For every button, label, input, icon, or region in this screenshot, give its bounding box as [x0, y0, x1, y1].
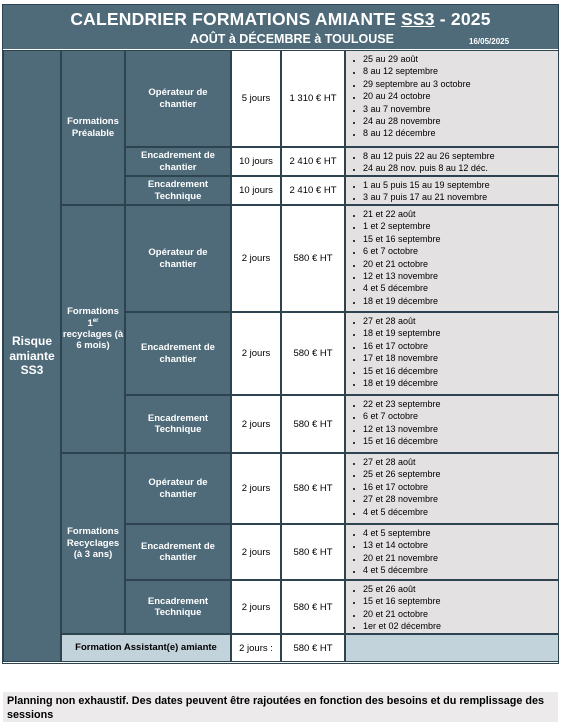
date-item: • 27 et 28 août: [363, 315, 558, 327]
date-item: • 27 et 28 août: [363, 456, 558, 468]
header-banner: [3, 5, 558, 49]
date-item: • 15 et 16 décembre: [363, 435, 558, 447]
group-prealable: Formations Préalable: [61, 50, 125, 205]
dates-list: [346, 53, 558, 140]
dates-list: [346, 527, 558, 577]
date-item: • 25 et 26 septembre: [363, 468, 558, 480]
role-cell: Opérateur de chantier: [125, 50, 231, 147]
dates-cell: [345, 312, 559, 395]
duration-cell: 5 jours: [231, 50, 281, 147]
dates-list: [346, 315, 558, 389]
date-item: • 25 au 29 août: [363, 53, 558, 65]
dates-cell: [345, 395, 559, 453]
role-cell: Opérateur de chantier: [125, 453, 231, 524]
assistant-price: 580 € HT: [281, 634, 345, 662]
date-item: • 3 au 7 novembre: [363, 103, 558, 115]
dates-cell: [345, 580, 559, 634]
date-item: • 21 et 22 août: [363, 208, 558, 220]
date-item: • 27 et 28 novembre: [363, 493, 558, 505]
role-cell: Encadrement de chantier: [125, 147, 231, 176]
role-cell: Encadrement Technique: [125, 395, 231, 453]
price-cell: 580 € HT: [281, 453, 345, 524]
date-item: • 20 au 24 octobre: [363, 90, 558, 102]
dates-cell: [345, 147, 559, 176]
dates-cell: [345, 176, 559, 205]
date-item: • 1er et 02 décembre: [363, 620, 558, 632]
date-item: • 16 et 17 octobre: [363, 481, 558, 493]
assistant-duration: 2 jours :: [231, 634, 281, 662]
date-item: • 18 et 19 décembre: [363, 377, 558, 389]
date-item: • 20 et 21 octobre: [363, 608, 558, 620]
duration-cell: 2 jours: [231, 580, 281, 634]
price-cell: 580 € HT: [281, 524, 345, 580]
date-item: • 15 et 16 septembre: [363, 595, 558, 607]
role-cell: Opérateur de chantier: [125, 205, 231, 312]
page-subtitle: AOÛT à DÉCEMBRE à TOULOUSE: [190, 32, 394, 46]
date-item: • 16 et 17 octobre: [363, 340, 558, 352]
date-item: • 4 et 5 décembre: [363, 282, 558, 294]
duration-cell: 10 jours: [231, 147, 281, 176]
date-item: • 12 et 13 novembre: [363, 423, 558, 435]
duration-cell: 2 jours: [231, 312, 281, 395]
price-cell: 1 310 € HT: [281, 50, 345, 147]
date-item: • 1 et 2 septembre: [363, 220, 558, 232]
date-item: • 12 et 13 novembre: [363, 270, 558, 282]
dates-list: [346, 583, 558, 633]
dates-cell: [345, 524, 559, 580]
role-cell: Encadrement de chantier: [125, 524, 231, 580]
dates-list: [346, 398, 558, 448]
duration-cell: 2 jours: [231, 453, 281, 524]
role-cell: Encadrement de chantier: [125, 312, 231, 395]
date-item: • 17 et 18 novembre: [363, 352, 558, 364]
dates-cell: [345, 205, 559, 312]
dates-list: [346, 208, 558, 307]
date-item: • 6 et 7 octobre: [363, 410, 558, 422]
price-cell: 580 € HT: [281, 205, 345, 312]
date-item: • 18 et 19 septembre: [363, 327, 558, 339]
date-item: • 8 au 12 décembre: [363, 127, 558, 139]
price-cell: 580 € HT: [281, 580, 345, 634]
date-item: • 4 et 5 septembre: [363, 527, 558, 539]
dates-cell: [345, 453, 559, 524]
dates-list: [346, 456, 558, 518]
role-cell: Encadrement Technique: [125, 580, 231, 634]
date-item: • 1 au 5 puis 15 au 19 septembre: [363, 179, 558, 191]
price-cell: 2 410 € HT: [281, 176, 345, 205]
date-item: • 6 et 7 octobre: [363, 245, 558, 257]
assistant-dates-empty: [345, 634, 559, 662]
date-item: • 8 au 12 septembre: [363, 65, 558, 77]
duration-cell: 2 jours: [231, 395, 281, 453]
date-item: • 4 et 5 décembre: [363, 506, 558, 518]
dates-list: [346, 150, 558, 175]
group-recyclage-6-mois: Formations 1er recyclages (à 6 mois): [61, 205, 125, 453]
dates-list: [346, 179, 558, 204]
date-item: • 3 au 7 puis 17 au 21 novembre: [363, 191, 558, 203]
footer-note: Planning non exhaustif. Des dates peuvent être rajoutées en fonction des besoins et du remplissage des sessions: [3, 692, 558, 722]
page-title: CALENDRIER FORMATIONS AMIANTE SS3 - 2025: [70, 9, 491, 29]
date-item: • 4 et 5 décembre: [363, 564, 558, 576]
price-cell: 2 410 € HT: [281, 147, 345, 176]
date-item: • 15 et 16 décembre: [363, 365, 558, 377]
price-cell: 580 € HT: [281, 395, 345, 453]
duration-cell: 10 jours: [231, 176, 281, 205]
group-recyclage-3-ans: Formations Recyclages (à 3 ans): [61, 453, 125, 634]
date-item: • 20 et 21 novembre: [363, 552, 558, 564]
assistant-label: Formation Assistant(e) amiante: [61, 634, 231, 662]
date-item: • 18 et 19 décembre: [363, 295, 558, 307]
date-item: • 29 septembre au 3 octobre: [363, 78, 558, 90]
date-item: • 13 et 14 octobre: [363, 539, 558, 551]
date-item: • 22 et 23 septembre: [363, 398, 558, 410]
duration-cell: 2 jours: [231, 205, 281, 312]
risk-cell: Risque amiante SS3: [3, 50, 61, 662]
date-item: • 25 et 26 août: [363, 583, 558, 595]
dates-cell: [345, 50, 559, 147]
date-item: • 8 au 12 puis 22 au 26 septembre: [363, 150, 558, 162]
duration-cell: 2 jours: [231, 524, 281, 580]
role-cell: Encadrement Technique: [125, 176, 231, 205]
date-item: • 20 et 21 octobre: [363, 258, 558, 270]
date-item: • 15 et 16 septembre: [363, 233, 558, 245]
price-cell: 580 € HT: [281, 312, 345, 395]
date-item: • 24 au 28 nov. puis 8 au 12 déc.: [363, 162, 558, 174]
document-date: 16/05/2025: [469, 37, 510, 46]
date-item: • 24 au 28 novembre: [363, 115, 558, 127]
